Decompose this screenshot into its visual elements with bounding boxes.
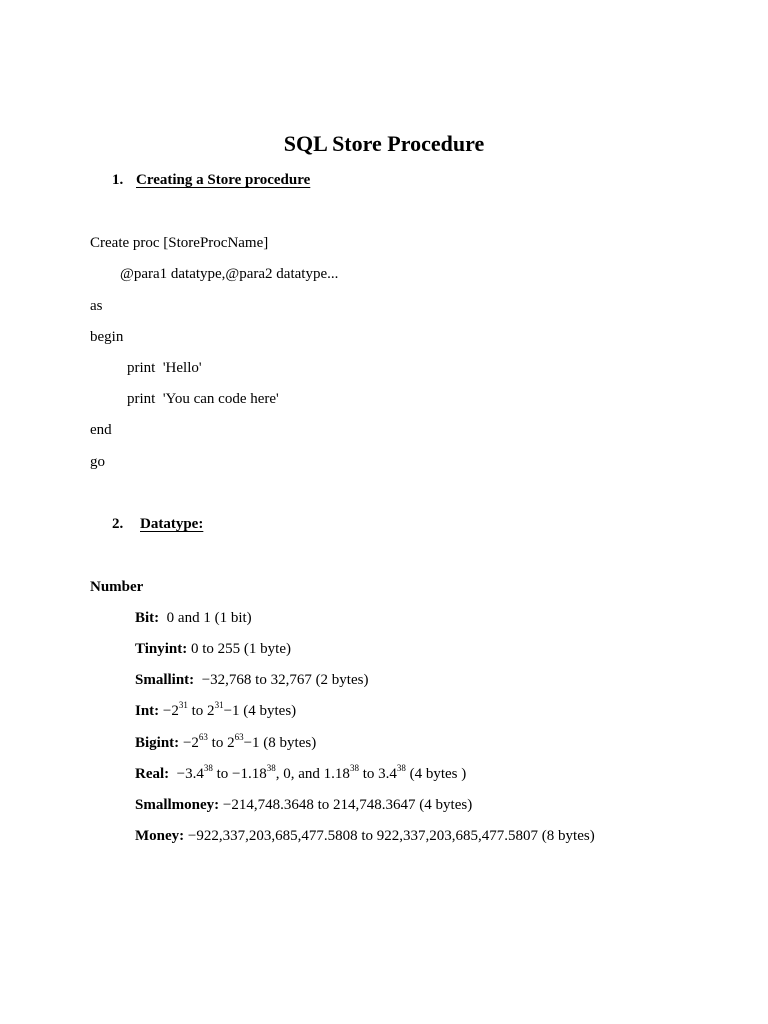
datatype-row (135, 798, 472, 813)
datatype-name: Smallint: (135, 672, 195, 688)
datatype-range-part: to 2 (187, 703, 215, 719)
datatype-range: 0 to 255 (1 byte) (191, 641, 291, 657)
category-label: Number (90, 579, 144, 595)
datatype-row (135, 611, 252, 626)
exponent: 38 (266, 763, 276, 773)
document-title: SQL Store Procedure (283, 131, 485, 156)
section-1-title: Creating a Store procedure (136, 172, 311, 188)
datatype-row (135, 763, 467, 782)
code-line: as (90, 298, 103, 314)
exponent: 38 (396, 763, 406, 773)
datatype-range-part: (4 bytes ) (405, 766, 467, 782)
code-line: print 'You can code here' (127, 391, 279, 407)
code-line: go (90, 454, 105, 470)
datatype-row (135, 732, 317, 751)
exponent: 63 (198, 732, 208, 742)
datatype-name: Bit: (135, 610, 160, 626)
datatype-range-part: −2 (162, 703, 179, 719)
datatype-name: Smallmoney: (135, 797, 220, 813)
datatype-range-part: , 0, and 1.18 (275, 766, 350, 782)
datatype-name: Money: (135, 828, 185, 844)
datatype-range: −32,768 to 32,767 (2 bytes) (201, 672, 369, 688)
section-2-title: Datatype: (140, 516, 204, 532)
datatype-row (135, 829, 595, 844)
datatype-range: 0 and 1 (1 bit) (166, 610, 252, 626)
datatype-name: Real: (135, 766, 170, 782)
datatype-row (135, 700, 297, 719)
datatype-range: −922,337,203,685,477.5808 to 922,337,203,685,477.5807 (8 bytes) (187, 828, 595, 844)
section-1-number: 1. (112, 172, 124, 188)
datatype-range-part: to 2 (207, 735, 235, 751)
datatype-name: Int: (135, 703, 160, 719)
code-line: Create proc [StoreProcName] (90, 235, 269, 251)
code-line: begin (90, 329, 124, 345)
datatype-range: −214,748.3648 to 214,748.3647 (4 bytes) (222, 797, 473, 813)
datatype-range-part: to 3.4 (358, 766, 397, 782)
code-line: print 'Hello' (127, 360, 202, 376)
section-2-heading (112, 517, 203, 532)
exponent: 38 (349, 763, 359, 773)
datatype-name: Bigint: (135, 735, 180, 751)
section-1-heading (112, 173, 310, 188)
datatype-row (135, 673, 368, 688)
exponent: 38 (203, 763, 213, 773)
datatype-range-part: −1 (4 bytes) (223, 703, 297, 719)
datatype-name: Tinyint: (135, 641, 188, 657)
datatype-range-part: −3.4 (176, 766, 204, 782)
datatype-row (135, 642, 291, 657)
datatype-range-part: −1 (8 bytes) (243, 735, 317, 751)
exponent: 31 (214, 700, 224, 710)
code-line: end (90, 422, 112, 438)
datatype-range-part: to −1.18 (212, 766, 267, 782)
datatype-range-part: −2 (182, 735, 199, 751)
exponent: 63 (234, 732, 244, 742)
code-line: @para1 datatype,@para2 datatype... (120, 266, 339, 282)
section-2-number: 2. (112, 516, 124, 532)
exponent: 31 (178, 700, 188, 710)
